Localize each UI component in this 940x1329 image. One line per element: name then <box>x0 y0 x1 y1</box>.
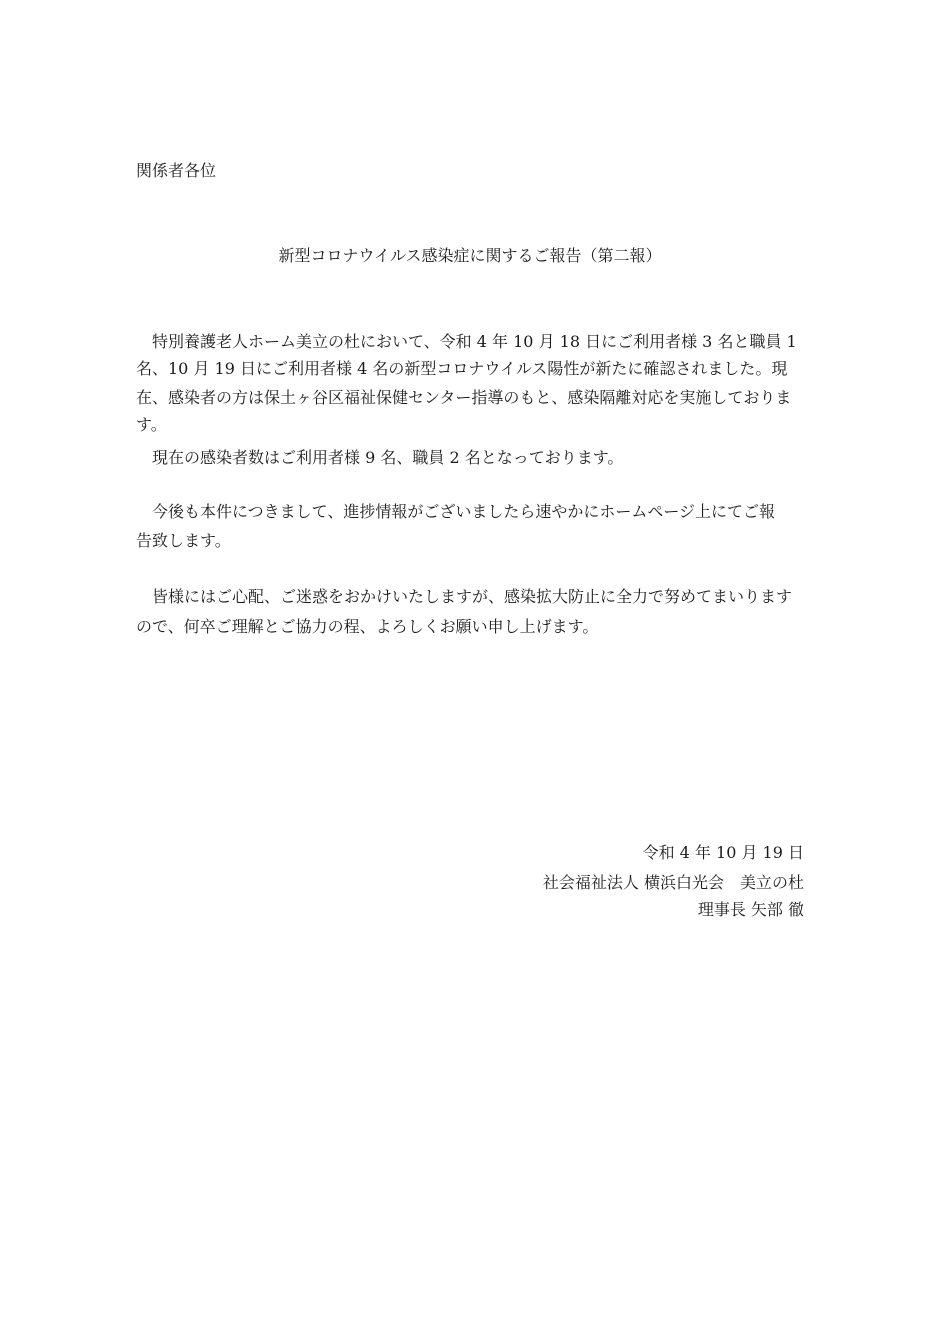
signature-date: 令和 4 年 10 月 19 日 <box>642 843 804 862</box>
paragraph-1-line-2: 名、10 月 19 日にご利用者様 4 名の新型コロナウイルス陽性が新たに確認されました。現 <box>136 359 788 378</box>
addressee: 関係者各位 <box>136 161 217 180</box>
signature-representative: 理事長 矢部 徹 <box>697 900 804 919</box>
paragraph-1-line-1: 特別養護老人ホーム美立の杜において、令和 4 年 10 月 18 日にご利用者様 3 名と職員 1 <box>136 332 797 351</box>
document-title: 新型コロナウイルス感染症に関するご報告（第二報） <box>278 246 662 265</box>
paragraph-2-line-2: 告致します。 <box>136 531 231 550</box>
signature-organization: 社会福祉法人 横浜白光会 美立の杜 <box>542 873 804 892</box>
paragraph-1-line-3: 在、感染者の方は保土ヶ谷区福祉保健センター指導のもと、感染隔離対応を実施しておりま <box>136 388 792 407</box>
paragraph-2-line-1: 今後も本件につきまして、進捗情報がございましたら速やかにホームページ上にてご報 <box>136 502 776 521</box>
paragraph-3-line-1: 皆様にはご心配、ご迷惑をおかけいたしますが、感染拡大防止に全力で努めてまいります <box>136 587 793 606</box>
paragraph-1-line-4: す。 <box>136 415 167 434</box>
paragraph-3-line-2: ので、何卒ご理解とご協力の程、よろしくお願い申し上げます。 <box>136 617 599 636</box>
paragraph-1-line-5: 現在の感染者数はご利用者様 9 名、職員 2 名となっております。 <box>136 448 624 467</box>
